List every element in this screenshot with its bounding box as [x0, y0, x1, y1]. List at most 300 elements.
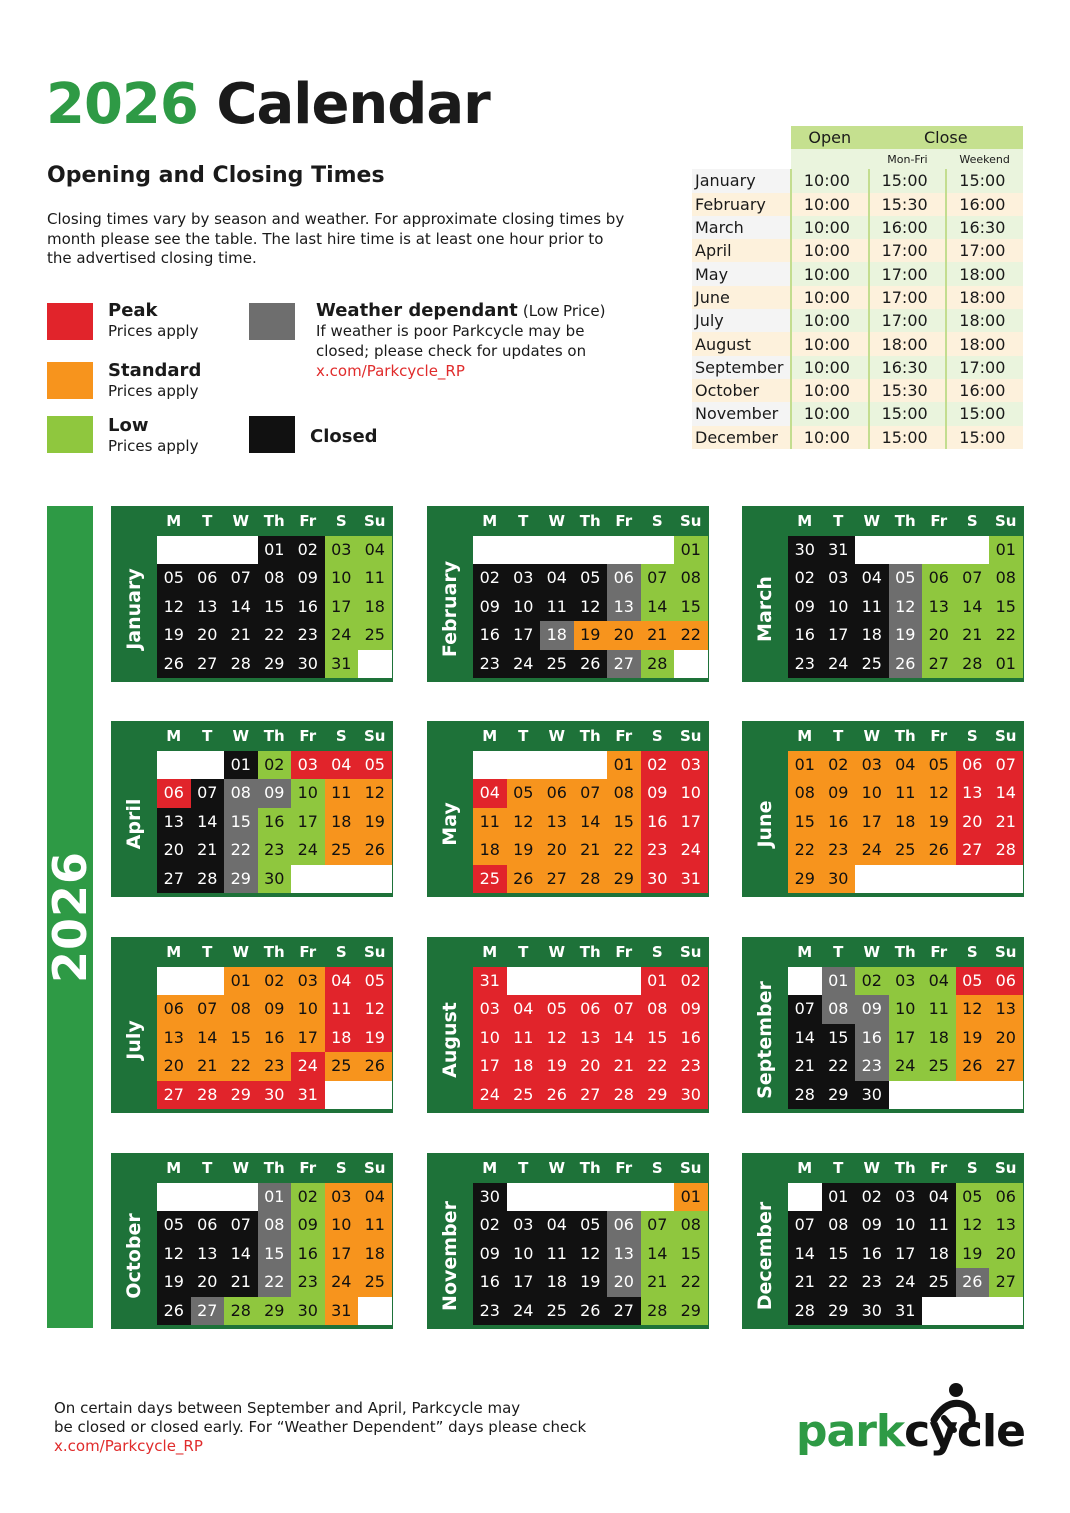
day-cell[interactable]: 11	[889, 779, 923, 807]
day-cell[interactable]: 06	[607, 564, 641, 592]
day-cell[interactable]: 28	[989, 836, 1023, 864]
day-cell[interactable]: 15	[822, 1240, 856, 1268]
day-cell[interactable]: 21	[788, 1052, 822, 1080]
day-cell[interactable]: 25	[540, 650, 574, 678]
day-cell[interactable]: 09	[258, 995, 292, 1023]
day-cell[interactable]: 19	[956, 1240, 990, 1268]
day-cell[interactable]: 16	[674, 1024, 708, 1052]
day-cell[interactable]: 30	[258, 865, 292, 893]
day-cell[interactable]: 24	[674, 836, 708, 864]
day-cell[interactable]: 22	[224, 1052, 258, 1080]
day-cell[interactable]: 27	[540, 865, 574, 893]
day-cell[interactable]: 05	[956, 1183, 990, 1211]
day-cell[interactable]: 02	[258, 967, 292, 995]
day-cell[interactable]: 18	[540, 1268, 574, 1296]
day-cell[interactable]: 15	[224, 1024, 258, 1052]
day-cell[interactable]: 18	[889, 808, 923, 836]
day-cell[interactable]: 10	[507, 593, 541, 621]
day-cell[interactable]: 26	[956, 1052, 990, 1080]
footer-link[interactable]: x.com/Parkcycle_RP	[54, 1437, 203, 1455]
day-cell[interactable]: 17	[473, 1052, 507, 1080]
day-cell[interactable]: 04	[325, 967, 359, 995]
day-cell[interactable]: 06	[157, 779, 191, 807]
day-cell[interactable]: 03	[507, 564, 541, 592]
day-cell[interactable]: 01	[224, 967, 258, 995]
day-cell[interactable]: 02	[855, 1183, 889, 1211]
day-cell[interactable]: 19	[574, 1268, 608, 1296]
day-cell[interactable]: 11	[507, 1024, 541, 1052]
day-cell[interactable]: 23	[788, 650, 822, 678]
day-cell[interactable]: 13	[157, 808, 191, 836]
day-cell[interactable]: 31	[889, 1297, 923, 1325]
day-cell[interactable]: 28	[788, 1297, 822, 1325]
day-cell[interactable]: 21	[641, 621, 675, 649]
day-cell[interactable]: 24	[889, 1268, 923, 1296]
day-cell[interactable]: 06	[607, 1211, 641, 1239]
day-cell[interactable]: 13	[607, 593, 641, 621]
day-cell[interactable]: 02	[291, 536, 325, 564]
day-cell[interactable]: 14	[607, 1024, 641, 1052]
day-cell[interactable]: 09	[258, 779, 292, 807]
day-cell[interactable]: 10	[473, 1024, 507, 1052]
day-cell[interactable]: 29	[641, 1081, 675, 1109]
day-cell[interactable]: 20	[157, 836, 191, 864]
day-cell[interactable]: 02	[473, 564, 507, 592]
day-cell[interactable]: 08	[822, 995, 856, 1023]
day-cell[interactable]: 17	[507, 1268, 541, 1296]
day-cell[interactable]: 29	[224, 865, 258, 893]
day-cell[interactable]: 14	[574, 808, 608, 836]
day-cell[interactable]: 10	[325, 1211, 359, 1239]
day-cell[interactable]: 15	[788, 808, 822, 836]
day-cell[interactable]: 03	[889, 1183, 923, 1211]
day-cell[interactable]: 08	[258, 1211, 292, 1239]
day-cell[interactable]: 01	[641, 967, 675, 995]
day-cell[interactable]: 04	[507, 995, 541, 1023]
day-cell[interactable]: 14	[191, 808, 225, 836]
day-cell[interactable]: 26	[157, 650, 191, 678]
day-cell[interactable]: 21	[641, 1268, 675, 1296]
day-cell[interactable]: 31	[325, 1297, 359, 1325]
day-cell[interactable]: 12	[157, 1240, 191, 1268]
day-cell[interactable]: 16	[788, 621, 822, 649]
day-cell[interactable]: 07	[224, 564, 258, 592]
day-cell[interactable]: 03	[325, 536, 359, 564]
day-cell[interactable]: 06	[922, 564, 956, 592]
day-cell[interactable]: 27	[956, 836, 990, 864]
day-cell[interactable]: 03	[822, 564, 856, 592]
day-cell[interactable]: 20	[989, 1024, 1023, 1052]
day-cell[interactable]: 01	[607, 751, 641, 779]
day-cell[interactable]: 23	[291, 621, 325, 649]
day-cell[interactable]: 18	[540, 621, 574, 649]
day-cell[interactable]: 29	[674, 1297, 708, 1325]
day-cell[interactable]: 26	[358, 1052, 392, 1080]
day-cell[interactable]: 13	[191, 1240, 225, 1268]
day-cell[interactable]: 31	[822, 536, 856, 564]
day-cell[interactable]: 08	[607, 779, 641, 807]
day-cell[interactable]: 30	[674, 1081, 708, 1109]
day-cell[interactable]: 04	[540, 1211, 574, 1239]
day-cell[interactable]: 14	[224, 593, 258, 621]
day-cell[interactable]: 09	[291, 1211, 325, 1239]
day-cell[interactable]: 23	[822, 836, 856, 864]
day-cell[interactable]: 17	[889, 1240, 923, 1268]
day-cell[interactable]: 24	[507, 1297, 541, 1325]
day-cell[interactable]: 02	[674, 967, 708, 995]
day-cell[interactable]: 02	[788, 564, 822, 592]
day-cell[interactable]: 01	[258, 536, 292, 564]
day-cell[interactable]: 13	[540, 808, 574, 836]
day-cell[interactable]: 11	[922, 1211, 956, 1239]
day-cell[interactable]: 15	[674, 1240, 708, 1268]
day-cell[interactable]: 05	[540, 995, 574, 1023]
day-cell[interactable]: 19	[540, 1052, 574, 1080]
day-cell[interactable]: 23	[473, 650, 507, 678]
day-cell[interactable]: 27	[157, 865, 191, 893]
day-cell[interactable]: 20	[607, 621, 641, 649]
day-cell[interactable]: 05	[889, 564, 923, 592]
day-cell[interactable]: 05	[358, 751, 392, 779]
day-cell[interactable]: 08	[989, 564, 1023, 592]
day-cell[interactable]: 20	[574, 1052, 608, 1080]
day-cell[interactable]: 30	[855, 1081, 889, 1109]
day-cell[interactable]: 24	[473, 1081, 507, 1109]
day-cell[interactable]: 28	[191, 865, 225, 893]
day-cell[interactable]: 05	[922, 751, 956, 779]
day-cell[interactable]: 05	[956, 967, 990, 995]
day-cell[interactable]: 25	[540, 1297, 574, 1325]
day-cell[interactable]: 20	[607, 1268, 641, 1296]
day-cell[interactable]: 22	[788, 836, 822, 864]
day-cell[interactable]: 15	[258, 1240, 292, 1268]
day-cell[interactable]: 09	[641, 779, 675, 807]
day-cell[interactable]: 28	[788, 1081, 822, 1109]
day-cell[interactable]: 04	[358, 1183, 392, 1211]
day-cell[interactable]: 28	[956, 650, 990, 678]
day-cell[interactable]: 21	[989, 808, 1023, 836]
day-cell[interactable]: 06	[956, 751, 990, 779]
day-cell[interactable]: 14	[788, 1240, 822, 1268]
day-cell[interactable]: 26	[922, 836, 956, 864]
day-cell[interactable]: 20	[989, 1240, 1023, 1268]
day-cell[interactable]: 18	[922, 1240, 956, 1268]
day-cell[interactable]: 23	[674, 1052, 708, 1080]
day-cell[interactable]: 25	[325, 836, 359, 864]
day-cell[interactable]: 04	[540, 564, 574, 592]
day-cell[interactable]: 23	[855, 1052, 889, 1080]
day-cell[interactable]: 15	[258, 593, 292, 621]
day-cell[interactable]: 13	[574, 1024, 608, 1052]
day-cell[interactable]: 22	[674, 621, 708, 649]
day-cell[interactable]: 22	[641, 1052, 675, 1080]
day-cell[interactable]: 26	[574, 650, 608, 678]
day-cell[interactable]: 04	[358, 536, 392, 564]
day-cell[interactable]: 10	[325, 564, 359, 592]
day-cell[interactable]: 06	[989, 1183, 1023, 1211]
day-cell[interactable]: 19	[889, 621, 923, 649]
day-cell[interactable]: 05	[574, 1211, 608, 1239]
day-cell[interactable]: 06	[191, 1211, 225, 1239]
day-cell[interactable]: 18	[358, 1240, 392, 1268]
day-cell[interactable]: 31	[473, 967, 507, 995]
day-cell[interactable]: 07	[641, 564, 675, 592]
day-cell[interactable]: 13	[989, 995, 1023, 1023]
day-cell[interactable]: 14	[641, 593, 675, 621]
day-cell[interactable]: 22	[258, 1268, 292, 1296]
day-cell[interactable]: 12	[507, 808, 541, 836]
day-cell[interactable]: 16	[855, 1024, 889, 1052]
day-cell[interactable]: 12	[157, 593, 191, 621]
day-cell[interactable]: 28	[574, 865, 608, 893]
day-cell[interactable]: 16	[855, 1240, 889, 1268]
day-cell[interactable]: 15	[224, 808, 258, 836]
day-cell[interactable]: 16	[473, 1268, 507, 1296]
day-cell[interactable]: 08	[224, 779, 258, 807]
day-cell[interactable]: 27	[191, 1297, 225, 1325]
day-cell[interactable]: 30	[291, 1297, 325, 1325]
day-cell[interactable]: 13	[191, 593, 225, 621]
day-cell[interactable]: 22	[258, 621, 292, 649]
day-cell[interactable]: 05	[358, 967, 392, 995]
day-cell[interactable]: 16	[473, 621, 507, 649]
day-cell[interactable]: 10	[674, 779, 708, 807]
day-cell[interactable]: 02	[291, 1183, 325, 1211]
day-cell[interactable]: 23	[473, 1297, 507, 1325]
day-cell[interactable]: 21	[607, 1052, 641, 1080]
day-cell[interactable]: 25	[855, 650, 889, 678]
day-cell[interactable]: 28	[641, 650, 675, 678]
day-cell[interactable]: 22	[674, 1268, 708, 1296]
day-cell[interactable]: 01	[989, 536, 1023, 564]
day-cell[interactable]: 01	[822, 967, 856, 995]
day-cell[interactable]: 07	[191, 995, 225, 1023]
day-cell[interactable]: 16	[291, 1240, 325, 1268]
day-cell[interactable]: 13	[607, 1240, 641, 1268]
day-cell[interactable]: 10	[855, 779, 889, 807]
day-cell[interactable]: 27	[607, 1297, 641, 1325]
day-cell[interactable]: 26	[574, 1297, 608, 1325]
day-cell[interactable]: 26	[540, 1081, 574, 1109]
day-cell[interactable]: 11	[540, 593, 574, 621]
day-cell[interactable]: 05	[157, 1211, 191, 1239]
day-cell[interactable]: 07	[191, 779, 225, 807]
day-cell[interactable]: 04	[922, 1183, 956, 1211]
day-cell[interactable]: 12	[922, 779, 956, 807]
day-cell[interactable]: 11	[358, 1211, 392, 1239]
day-cell[interactable]: 14	[191, 1024, 225, 1052]
day-cell[interactable]: 31	[291, 1081, 325, 1109]
day-cell[interactable]: 08	[822, 1211, 856, 1239]
day-cell[interactable]: 11	[922, 995, 956, 1023]
day-cell[interactable]: 28	[607, 1081, 641, 1109]
day-cell[interactable]: 16	[291, 593, 325, 621]
day-cell[interactable]: 20	[540, 836, 574, 864]
day-cell[interactable]: 12	[574, 593, 608, 621]
day-cell[interactable]: 17	[507, 621, 541, 649]
day-cell[interactable]: 03	[889, 967, 923, 995]
day-cell[interactable]: 03	[473, 995, 507, 1023]
day-cell[interactable]: 01	[674, 536, 708, 564]
day-cell[interactable]: 04	[889, 751, 923, 779]
day-cell[interactable]: 06	[540, 779, 574, 807]
day-cell[interactable]: 08	[674, 564, 708, 592]
day-cell[interactable]: 19	[922, 808, 956, 836]
day-cell[interactable]: 17	[855, 808, 889, 836]
day-cell[interactable]: 25	[358, 1268, 392, 1296]
day-cell[interactable]: 10	[507, 1240, 541, 1268]
day-cell[interactable]: 12	[574, 1240, 608, 1268]
day-cell[interactable]: 01	[788, 751, 822, 779]
day-cell[interactable]: 01	[822, 1183, 856, 1211]
day-cell[interactable]: 20	[922, 621, 956, 649]
day-cell[interactable]: 15	[674, 593, 708, 621]
day-cell[interactable]: 07	[574, 779, 608, 807]
day-cell[interactable]: 20	[956, 808, 990, 836]
day-cell[interactable]: 29	[822, 1081, 856, 1109]
day-cell[interactable]: 21	[191, 1052, 225, 1080]
day-cell[interactable]: 11	[325, 779, 359, 807]
day-cell[interactable]: 17	[291, 1024, 325, 1052]
day-cell[interactable]: 30	[822, 865, 856, 893]
day-cell[interactable]: 15	[989, 593, 1023, 621]
day-cell[interactable]: 11	[473, 808, 507, 836]
day-cell[interactable]: 24	[822, 650, 856, 678]
day-cell[interactable]: 09	[291, 564, 325, 592]
day-cell[interactable]: 27	[191, 650, 225, 678]
day-cell[interactable]: 13	[922, 593, 956, 621]
day-cell[interactable]: 18	[325, 1024, 359, 1052]
day-cell[interactable]: 09	[855, 995, 889, 1023]
day-cell[interactable]: 03	[325, 1183, 359, 1211]
day-cell[interactable]: 14	[224, 1240, 258, 1268]
day-cell[interactable]: 07	[641, 1211, 675, 1239]
day-cell[interactable]: 21	[224, 621, 258, 649]
day-cell[interactable]: 07	[989, 751, 1023, 779]
day-cell[interactable]: 21	[956, 621, 990, 649]
day-cell[interactable]: 30	[788, 536, 822, 564]
day-cell[interactable]: 19	[157, 621, 191, 649]
day-cell[interactable]: 16	[822, 808, 856, 836]
day-cell[interactable]: 02	[258, 751, 292, 779]
day-cell[interactable]: 06	[191, 564, 225, 592]
day-cell[interactable]: 18	[473, 836, 507, 864]
day-cell[interactable]: 20	[157, 1052, 191, 1080]
day-cell[interactable]: 28	[191, 1081, 225, 1109]
day-cell[interactable]: 17	[325, 593, 359, 621]
day-cell[interactable]: 25	[325, 1052, 359, 1080]
day-cell[interactable]: 08	[224, 995, 258, 1023]
day-cell[interactable]: 14	[956, 593, 990, 621]
day-cell[interactable]: 10	[822, 593, 856, 621]
day-cell[interactable]: 29	[224, 1081, 258, 1109]
day-cell[interactable]: 12	[540, 1024, 574, 1052]
day-cell[interactable]: 25	[358, 621, 392, 649]
day-cell[interactable]: 23	[855, 1268, 889, 1296]
day-cell[interactable]: 28	[224, 650, 258, 678]
day-cell[interactable]: 11	[325, 995, 359, 1023]
day-cell[interactable]: 07	[956, 564, 990, 592]
day-cell[interactable]: 26	[358, 836, 392, 864]
day-cell[interactable]: 24	[325, 621, 359, 649]
day-cell[interactable]: 02	[473, 1211, 507, 1239]
day-cell[interactable]: 24	[855, 836, 889, 864]
day-cell[interactable]: 23	[258, 1052, 292, 1080]
day-cell[interactable]: 14	[641, 1240, 675, 1268]
day-cell[interactable]: 21	[224, 1268, 258, 1296]
day-cell[interactable]: 14	[989, 779, 1023, 807]
day-cell[interactable]: 24	[325, 1268, 359, 1296]
day-cell[interactable]: 01	[224, 751, 258, 779]
day-cell[interactable]: 30	[291, 650, 325, 678]
day-cell[interactable]: 08	[641, 995, 675, 1023]
day-cell[interactable]: 01	[989, 650, 1023, 678]
day-cell[interactable]: 04	[473, 779, 507, 807]
day-cell[interactable]: 29	[788, 865, 822, 893]
day-cell[interactable]: 02	[855, 967, 889, 995]
day-cell[interactable]: 25	[473, 865, 507, 893]
day-cell[interactable]: 13	[956, 779, 990, 807]
day-cell[interactable]: 07	[788, 995, 822, 1023]
day-cell[interactable]: 05	[574, 564, 608, 592]
day-cell[interactable]: 03	[855, 751, 889, 779]
day-cell[interactable]: 11	[358, 564, 392, 592]
day-cell[interactable]: 29	[607, 865, 641, 893]
day-cell[interactable]: 18	[922, 1024, 956, 1052]
day-cell[interactable]: 17	[822, 621, 856, 649]
day-cell[interactable]: 27	[922, 650, 956, 678]
day-cell[interactable]: 25	[507, 1081, 541, 1109]
day-cell[interactable]: 17	[325, 1240, 359, 1268]
day-cell[interactable]: 07	[607, 995, 641, 1023]
day-cell[interactable]: 12	[889, 593, 923, 621]
weather-link[interactable]: x.com/Parkcycle_RP	[316, 362, 465, 380]
day-cell[interactable]: 23	[291, 1268, 325, 1296]
day-cell[interactable]: 24	[507, 650, 541, 678]
day-cell[interactable]: 03	[291, 967, 325, 995]
day-cell[interactable]: 15	[607, 808, 641, 836]
day-cell[interactable]: 24	[291, 1052, 325, 1080]
day-cell[interactable]: 21	[574, 836, 608, 864]
day-cell[interactable]: 09	[473, 1240, 507, 1268]
day-cell[interactable]: 04	[922, 967, 956, 995]
day-cell[interactable]: 16	[258, 1024, 292, 1052]
day-cell[interactable]: 09	[788, 593, 822, 621]
day-cell[interactable]: 17	[291, 808, 325, 836]
day-cell[interactable]: 23	[641, 836, 675, 864]
day-cell[interactable]: 16	[641, 808, 675, 836]
day-cell[interactable]: 19	[358, 1024, 392, 1052]
day-cell[interactable]: 26	[157, 1297, 191, 1325]
day-cell[interactable]: 31	[325, 650, 359, 678]
day-cell[interactable]: 01	[674, 1183, 708, 1211]
day-cell[interactable]: 21	[788, 1268, 822, 1296]
day-cell[interactable]: 22	[822, 1052, 856, 1080]
day-cell[interactable]: 04	[855, 564, 889, 592]
day-cell[interactable]: 13	[989, 1211, 1023, 1239]
day-cell[interactable]: 12	[358, 779, 392, 807]
day-cell[interactable]: 08	[674, 1211, 708, 1239]
day-cell[interactable]: 15	[641, 1024, 675, 1052]
day-cell[interactable]: 13	[157, 1024, 191, 1052]
day-cell[interactable]: 08	[788, 779, 822, 807]
day-cell[interactable]: 25	[922, 1268, 956, 1296]
day-cell[interactable]: 31	[674, 865, 708, 893]
day-cell[interactable]: 29	[258, 650, 292, 678]
day-cell[interactable]: 06	[574, 995, 608, 1023]
day-cell[interactable]: 27	[607, 650, 641, 678]
day-cell[interactable]: 05	[507, 779, 541, 807]
